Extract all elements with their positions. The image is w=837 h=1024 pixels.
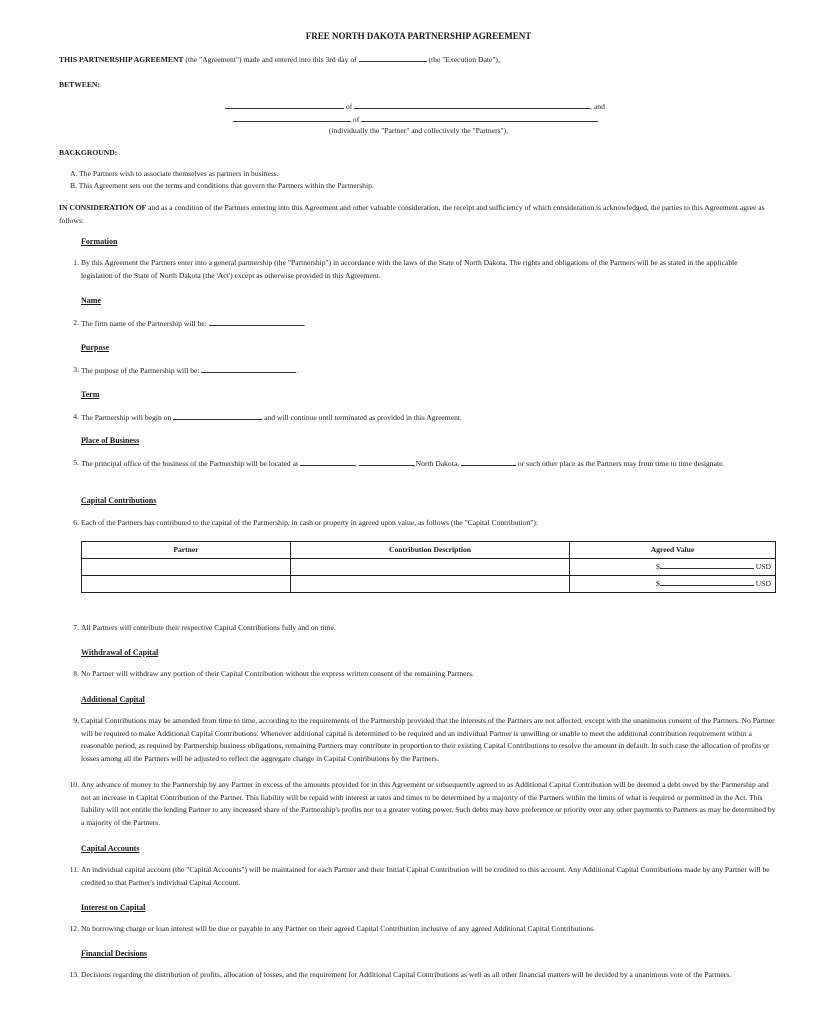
clause-10-number: 10. bbox=[69, 780, 79, 789]
clause-9-text: Capital Contributions may be amended from time to time, according to the requirements of the Partnership provided that the interests of the Partners are not affected, except with the unanimous consent of the Partners. No Partner will be required to make Additional Capital Contributions. Whenever additional capital is determined to be required and an individual Partner is unwilling or unable to meet the additional contribution requirement within a reasonable period, as required by Partnership business obligations, remaining Partners may contribute in proportion to their existing Capital Contributions to resolve the amount in default. In such case the allocation of profits or losses among all the Partners will be adjusted to reflect the aggregate change in Capital Contributions by the Partners. bbox=[81, 716, 775, 763]
clause-10 bbox=[69, 779, 777, 829]
clause-12 bbox=[69, 923, 781, 936]
heading-term: Term bbox=[81, 390, 100, 399]
party-1-and: , and bbox=[590, 102, 605, 111]
value-content bbox=[656, 577, 773, 591]
clause-8-number: 8. bbox=[73, 669, 79, 678]
table-row bbox=[82, 559, 776, 576]
clause-5-text-c: ,North Dakota, bbox=[413, 459, 462, 468]
heading-place-of-business: Place of Business bbox=[81, 436, 140, 445]
between-label: BETWEEN: bbox=[59, 80, 100, 89]
clause-2-text-a: The firm name of the Partnership will be: bbox=[81, 319, 209, 328]
clause-6-number: 6. bbox=[73, 518, 79, 527]
clause-2-text-b: . bbox=[303, 319, 306, 328]
heading-capital-contributions: Capital Contributions bbox=[81, 496, 157, 505]
clause-5-text-a: The principal office of the business of the Partnership will be located at bbox=[81, 459, 300, 468]
clause-7 bbox=[73, 622, 781, 635]
street-blank[interactable] bbox=[300, 457, 355, 466]
party-1-address-blank[interactable] bbox=[354, 100, 590, 109]
currency-symbol: $ bbox=[656, 579, 660, 589]
value-cell[interactable] bbox=[570, 559, 776, 576]
clause-1-text: By this Agreement the Partners enter into a general partnership (the "Partnership") in accordance with the laws of the State of North Dakota. The rights and obligations of the Partners will be as stated in the applicable legislation of the State of North Dakota (the 'Act') except as otherwise provided in this Agreement. bbox=[81, 258, 738, 280]
city-blank[interactable] bbox=[359, 457, 414, 466]
clause-10-text: Any advance of money to the Partnership by any Partner in excess of the amounts provided for in this Agreement or subsequently agreed to as Additional Capital Contribution will be deemed a debt owed by the Partnership and not an increase in Capital Contribution of the Partner. This liability will be repaid with interest at rates and times to be determined by a majority of the Partners within the limits of what is required or permitted in the Act. This liability will not entitle the lending Partner to any increased share of the Partnership's profits nor to a greater voting power. Such debts may have preference or priority over any other payments to Partners as may be determined by a majority of the Partners. bbox=[81, 780, 776, 827]
clause-5 bbox=[73, 457, 761, 471]
background-marker-b: B. bbox=[70, 181, 77, 190]
party-2-address-blank[interactable] bbox=[361, 113, 598, 122]
value-input[interactable] bbox=[656, 577, 754, 591]
background-marker-a: A. bbox=[70, 169, 78, 178]
description-cell[interactable] bbox=[291, 576, 570, 593]
clause-8 bbox=[73, 668, 781, 681]
clause-11-text: An individual capital account (the "Capital Accounts") will be maintained for each Partner and their Initial Capital Contribution will be credited to this account. Any Additional Capital Contributions made by any Partner will be credited to that Partner's individual Capital Account. bbox=[81, 865, 770, 887]
clause-6 bbox=[73, 517, 781, 530]
background-label: BACKGROUND: bbox=[59, 148, 118, 157]
clause-9-number: 9. bbox=[73, 716, 79, 725]
background-text-a: The Partners wish to associate themselves as partners in business. bbox=[79, 169, 279, 178]
party-1-of: of bbox=[345, 102, 353, 111]
party-2-name-blank[interactable] bbox=[233, 113, 351, 122]
clause-5-number: 5. bbox=[73, 458, 79, 467]
clause-13 bbox=[69, 969, 777, 982]
purpose-blank[interactable] bbox=[201, 364, 299, 375]
header-contribution-description: Contribution Description bbox=[291, 542, 570, 559]
table-row bbox=[82, 576, 776, 593]
clause-7-text: All Partners will contribute their respective Capital Contributions fully and on time. bbox=[81, 623, 336, 632]
firm-name-blank[interactable] bbox=[209, 317, 304, 326]
heading-additional-capital: Additional Capital bbox=[81, 695, 145, 704]
background-text-b: This Agreement sets out the terms and conditions that govern the Partners within the Partnership. bbox=[78, 181, 374, 190]
clause-12-text: No borrowing charge or loan interest will be due or payable to any Partner on their agreed Capital Contribution inclusive of any agreed Additional Capital Contributions. bbox=[81, 924, 595, 933]
clause-13-text: Decisions regarding the distribution of profits, allocation of losses, and the requirement for Additional Capital Contributions as well as all other financial matters will be decided by a unanimous vote of the Partners. bbox=[81, 970, 732, 979]
intro-text-2: (the "Execution Date"), bbox=[426, 55, 500, 64]
header-agreed-value: Agreed Value bbox=[570, 542, 776, 559]
clause-3-number: 3. bbox=[73, 365, 79, 374]
clause-4-text-b: and will continue until terminated as provided in this Agreement. bbox=[262, 413, 462, 422]
background-item-b bbox=[70, 180, 770, 193]
partner-cell[interactable] bbox=[82, 559, 291, 576]
document-title: FREE NORTH DAKOTA PARTNERSHIP AGREEMENT bbox=[305, 31, 532, 41]
header-partner: Partner bbox=[82, 542, 291, 559]
currency-code: USD bbox=[755, 561, 771, 571]
clause-4-text-a: The Partnership will begin on bbox=[81, 413, 174, 422]
value-content bbox=[656, 560, 773, 574]
intro-paragraph bbox=[59, 53, 779, 67]
clause-3-text-a: The purpose of the Partnership will be: bbox=[81, 366, 202, 375]
clause-3-text-b: . bbox=[296, 366, 299, 375]
amount-blank[interactable] bbox=[660, 560, 754, 569]
currency-code: USD bbox=[755, 578, 771, 588]
date-blank[interactable] bbox=[359, 53, 427, 62]
party-2-of: of bbox=[352, 115, 360, 124]
amount-blank[interactable] bbox=[660, 577, 754, 586]
party-1-name-blank[interactable] bbox=[225, 100, 344, 109]
clause-1 bbox=[73, 257, 769, 282]
clause-4-number: 4. bbox=[73, 412, 79, 421]
consideration-bold: IN CONSIDERATION OF bbox=[59, 203, 147, 212]
clause-7-number: 7. bbox=[73, 623, 79, 632]
heading-withdrawal: Withdrawal of Capital bbox=[81, 648, 159, 657]
value-cell[interactable] bbox=[570, 576, 776, 593]
partner-cell[interactable] bbox=[82, 576, 291, 593]
description-cell[interactable] bbox=[291, 559, 570, 576]
clause-2-number: 2. bbox=[73, 318, 79, 327]
heading-capital-accounts: Capital Accounts bbox=[81, 844, 140, 853]
clause-12-number: 12. bbox=[69, 924, 79, 933]
clause-5-text-d: or such other place as the Partners may from time to time designate. bbox=[516, 459, 725, 468]
heading-formation: Formation bbox=[81, 237, 118, 246]
start-date-blank[interactable] bbox=[173, 411, 262, 420]
clause-9 bbox=[73, 715, 777, 765]
consideration-paragraph bbox=[59, 202, 769, 227]
parties-note: (individually the "Partner" and collectively the "Partners"). bbox=[328, 126, 509, 135]
clause-6-text: Each of the Partners has contributed to the capital of the Partnership, in cash or property in agreed upon value, as follows (the "Capital Contribution"): bbox=[81, 518, 539, 527]
zip-blank[interactable] bbox=[461, 457, 516, 466]
clause-13-number: 13. bbox=[69, 970, 79, 979]
value-input[interactable] bbox=[656, 560, 754, 574]
clause-11 bbox=[69, 864, 777, 889]
background-item-a bbox=[70, 168, 770, 181]
clause-3 bbox=[73, 364, 781, 378]
capital-contribution-table bbox=[81, 541, 776, 593]
table-header-row bbox=[82, 542, 776, 559]
heading-purpose: Purpose bbox=[81, 343, 109, 352]
clause-2 bbox=[73, 317, 781, 331]
heading-interest-on-capital: Interest on Capital bbox=[81, 903, 146, 912]
clause-1-number: 1. bbox=[73, 258, 79, 267]
clause-5-text-b: , bbox=[354, 459, 359, 468]
clause-8-text: No Partner will withdraw any portion of their Capital Contribution without the express written consent of the remaining Partners. bbox=[81, 669, 474, 678]
intro-bold: THIS PARTNERSHIP AGREEMENT bbox=[59, 55, 184, 64]
clause-11-number: 11. bbox=[69, 865, 79, 874]
heading-name: Name bbox=[81, 296, 101, 305]
currency-symbol: $ bbox=[656, 562, 660, 572]
party-line-1 bbox=[225, 100, 625, 114]
clause-4 bbox=[73, 411, 781, 425]
consideration-text: and as a condition of the Partners entering into this Agreement and other valuable consideration, the receipt and sufficiency of which consideration is acknowledged, the parties to this Agreement agree as follows: bbox=[59, 203, 765, 225]
heading-financial-decisions: Financial Decisions bbox=[81, 949, 148, 958]
intro-text-1: (the "Agreement") made and entered into this 3rd day of bbox=[183, 55, 359, 64]
